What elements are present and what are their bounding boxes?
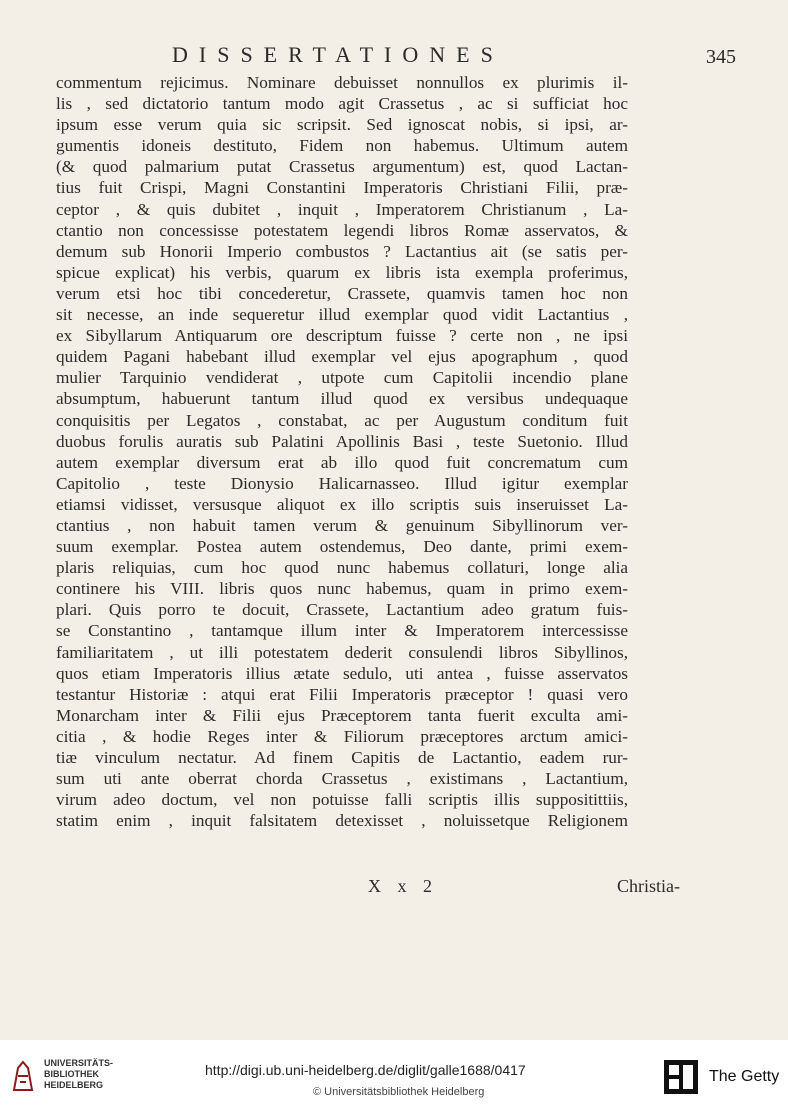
text-line: plaris reliquias, cum hoc quod nunc habemus collaturi, longe alia — [56, 558, 628, 578]
text-line: lis , sed dictatorio tantum modo agit Crassetus , ac si sufficiat hoc — [56, 94, 628, 114]
institution-line: HEIDELBERG — [44, 1080, 104, 1090]
viewer-footer — [0, 1040, 788, 1115]
partner-name: The Getty — [709, 1068, 780, 1085]
text-line: gumentis idoneis destituto, Fidem non habemus. Ultimum autem — [56, 136, 628, 156]
text-line: continere his VIII. libris quos nunc habemus, quam in primo exem- — [56, 579, 628, 599]
text-line: tius fuit Crispi, Magni Constantini Imperatoris Christiani Filii, præ- — [56, 178, 628, 198]
body-text — [56, 72, 628, 831]
institution-line: BIBLIOTHEK — [44, 1069, 99, 1079]
getty-logo-icon — [664, 1060, 698, 1094]
text-line: absumptum, habuerunt tantum illud quod ex versibus undequaque — [56, 389, 628, 409]
text-line: etiamsi vidisset, versusque aliquot ex illo scriptis suis inseruisset La- — [56, 494, 628, 514]
text-line: verum etsi hoc tibi concederetur, Crassete, quamvis tamen hoc non — [56, 283, 628, 303]
text-line: plari. Quis porro te docuit, Crassete, Lactantium adeo gratum fuis- — [56, 600, 628, 620]
signature-mark: X x 2 — [368, 876, 438, 896]
text-line: ctantius , non habuit tamen verum & genuinum Sibyllinorum ver- — [56, 515, 628, 535]
text-line: spicue explicat) his verbis, quarum ex libris ista exempla proferimus, — [56, 262, 628, 282]
text-line: duobus forulis auratis sub Palatini Apollinis Basi , teste Suetonio. Illud — [56, 431, 628, 451]
text-line: quidem Pagani habebant illud exemplar vel ejus apographum , quod — [56, 347, 628, 367]
text-line: (& quod palmarium putat Crassetus argumentum) est, quod Lactan- — [56, 157, 628, 177]
text-line: ceptor , & quis dubitet , inquit , Imperatorem Christianum , La- — [56, 199, 628, 219]
text-line: familiaritatem , ut illi potestatem dederit consulendi libros Sibyllinos, — [56, 642, 628, 662]
text-line: ipsum esse verum quia sic scripsit. Sed ignoscat nobis, si ipsi, ar- — [56, 115, 628, 135]
university-lion-logo-icon — [10, 1058, 36, 1094]
text-line: se Constantino , tantamque illum inter & Imperatorem intercessisse — [56, 621, 628, 641]
running-title: DISSERTATIONES — [172, 42, 504, 67]
institution-line: UNIVERSITÄTS- — [44, 1058, 114, 1068]
copyright-notice: © Universitätsbibliothek Heidelberg — [313, 1086, 485, 1098]
page-number: 345 — [706, 46, 736, 68]
text-line: citia , & hodie Reges inter & Filiorum præceptores arctum amici- — [56, 726, 628, 746]
permalink-url[interactable]: http://digi.ub.uni-heidelberg.de/diglit/galle1688/0417 — [205, 1062, 526, 1078]
text-line: autem exemplar diversum erat ab illo quod fuit concrematum cum — [56, 452, 628, 472]
institution-name — [44, 1058, 113, 1091]
text-line: Capitolio , teste Dionysio Halicarnasseo. Illud igitur exemplar — [56, 473, 628, 493]
text-line: statim enim , inquit falsitatem detexisset , noluissetque Religionem — [56, 811, 628, 831]
text-line: mulier Tarquinio vendiderat , utpote cum Capitolii incendio plane — [56, 368, 628, 388]
text-line: sum uti ante oberrat chorda Crassetus , existimans , Lactantium, — [56, 769, 628, 789]
text-line: ctantio non concessisse potestatem legendi libros Romæ asservatos, & — [56, 220, 628, 240]
catchword: Christia- — [617, 876, 680, 896]
text-line: ex Sibyllarum Antiquarum ore descriptum fuisse ? certe non , ne ipsi — [56, 326, 628, 346]
text-line: sit necesse, an inde sequeretur illud exemplar quod vidit Lactantius , — [56, 305, 628, 325]
signature-line — [0, 876, 788, 900]
text-line: tiæ vinculum nectatur. Ad finem Capitis de Lactantio, eadem rur- — [56, 748, 628, 767]
text-line: quos etiam Imperatoris illius ætate sedulo, uti antea , fuisse asservatos — [56, 663, 628, 683]
text-line: suum exemplar. Postea autem ostendemus, Deo dante, primi exem- — [56, 537, 628, 557]
text-line: commentum rejicimus. Nominare debuisset nonnullos ex plurimis il- — [56, 73, 628, 92]
text-line: Monarcham inter & Filii ejus Præceptorem tanta fuerit exculta ami- — [56, 705, 628, 725]
text-line: demum sub Honorii Imperio combustos ? Lactantius ait (se satis per- — [56, 241, 628, 261]
text-line: conquisitis per Legatos , constabat, ac per Augustum conditum fuit — [56, 410, 628, 430]
text-line: virum adeo doctum, vel non potuisse falli scriptis illis suppositittiis, — [56, 790, 628, 810]
text-line: testantur Historiæ : atqui erat Filii Imperatoris præceptor ! quasi vero — [56, 684, 628, 704]
